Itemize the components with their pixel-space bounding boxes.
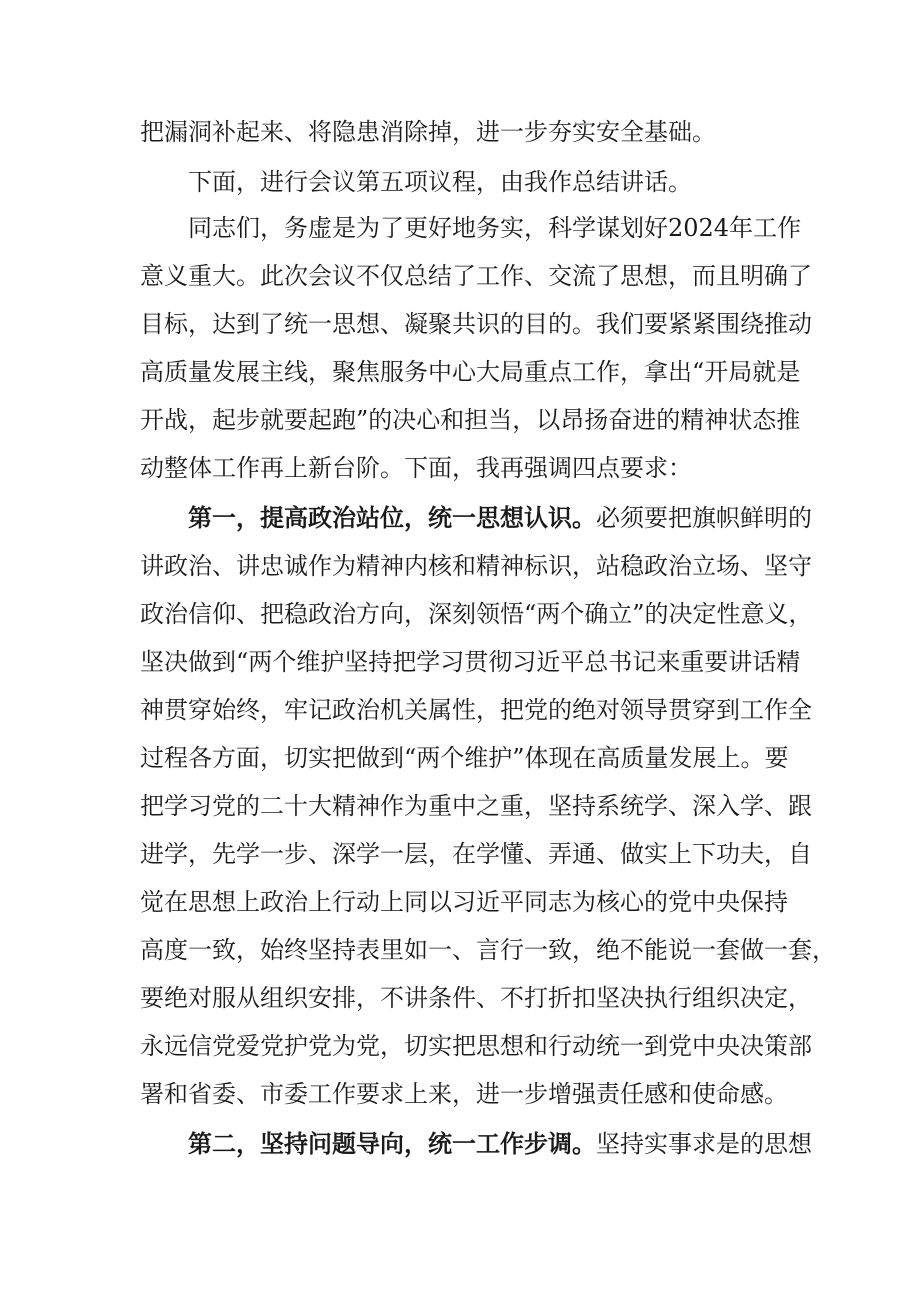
text-line: 把漏洞补起来、将隐患消除掉，进一步夯实安全基础。 [140, 118, 716, 146]
text-line: 开战，起步就要起跑”的决心和担当，以昂扬奋进的精神状态推 [140, 406, 801, 434]
text-span: 坚持实事求是的思想 [596, 1130, 812, 1158]
section-heading-first: 第一，提高政治站位，统一思想认识。 [188, 503, 596, 532]
text-line: 过程各方面，切实把做到“两个维护”体现在高质量发展上。要 [140, 744, 789, 772]
text-line: 神贯穿始终，牢记政治机关属性，把党的绝对领导贯穿到工作全 [140, 696, 812, 724]
text-line: 政治信仰、把稳政治方向，深刻领悟“两个确立”的决定性意义， [140, 600, 813, 628]
text-line: 永远信党爱党护党为党，切实把思想和行动统一到党中央决策部 [140, 1032, 812, 1060]
text-line [188, 502, 812, 534]
text-line: 动整体工作再上新台阶。下面，我再强调四点要求： [140, 454, 692, 482]
text-line: 进学，先学一步、深学一层，在学懂、弄通、做实上下功夫，自 [140, 840, 812, 868]
text-line [188, 1128, 812, 1160]
text-line: 把学习党的二十大精神作为重中之重，坚持系统学、深入学、跟 [140, 792, 812, 820]
text-line: 同志们，务虚是为了更好地务实，科学谋划好2024年工作 [188, 214, 802, 242]
text-line: 意义重大。此次会议不仅总结了工作、交流了思想，而且明确了 [140, 262, 812, 290]
text-span: 必须要把旗帜鲜明的 [596, 504, 812, 532]
text-line: 下面，进行会议第五项议程，由我作总结讲话。 [188, 168, 692, 196]
text-line: 讲政治、讲忠诚作为精神内核和精神标识，站稳政治立场、坚守 [140, 552, 812, 580]
text-line: 高质量发展主线，聚焦服务中心大局重点工作，拿出“开局就是 [140, 358, 801, 386]
text-line: 要绝对服从组织安排，不讲条件、不打折扣坚决执行组织决定， [140, 984, 812, 1012]
text-line: 觉在思想上政治上行动上同以习近平同志为核心的党中央保持 [140, 888, 788, 916]
section-heading-second: 第二，坚持问题导向，统一工作步调。 [188, 1129, 596, 1158]
text-line: 目标，达到了统一思想、凝聚共识的目的。我们要紧紧围绕推动 [140, 310, 812, 338]
text-line: 署和省委、市委工作要求上来，进一步增强责任感和使命感。 [140, 1080, 788, 1108]
text-line: 坚决做到“两个维护坚持把学习贯彻习近平总书记来重要讲话精 [140, 648, 801, 676]
text-line: 高度一致，始终坚持表里如一、言行一致，绝不能说一套做一套， [140, 936, 836, 964]
